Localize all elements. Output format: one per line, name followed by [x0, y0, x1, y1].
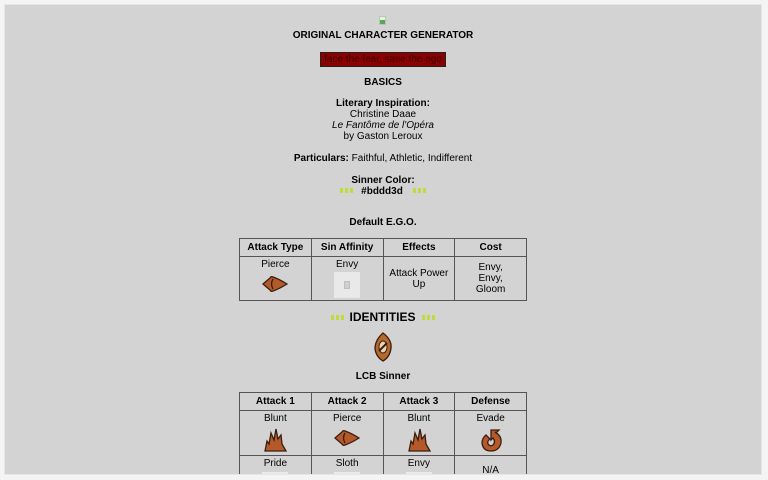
- page-content: [5, 5, 761, 475]
- basics-heading: BASICS: [364, 77, 402, 88]
- blunt-icon: [405, 427, 433, 453]
- attack-type-cell: [240, 257, 312, 301]
- effects-cell: Attack Power Up: [383, 257, 455, 301]
- particulars: [5, 153, 761, 164]
- blunt-icon: [261, 427, 289, 453]
- tagline-banner: face the fear, save the ego: [320, 52, 446, 67]
- defense-sin-cell: N/A: [455, 456, 527, 476]
- identity-emblem-icon: [373, 332, 393, 362]
- particulars-value: Faithful, Athletic, Indifferent: [351, 153, 473, 164]
- literary-inspiration: [5, 98, 761, 142]
- column-header: Attack 2: [311, 393, 383, 411]
- attack-2-sin-cell: [311, 456, 383, 476]
- particulars-label: Particulars:: [293, 153, 349, 164]
- table-row: [240, 456, 527, 476]
- sloth-sin-icon: [334, 472, 360, 475]
- color-swatch-icon: [421, 310, 436, 324]
- attack-type-label: Pierce: [261, 259, 290, 270]
- attack-3-type-cell: [383, 411, 455, 456]
- evade-icon: [477, 427, 505, 453]
- identities-heading: IDENTITIES: [349, 310, 416, 324]
- defense-type-cell: [455, 411, 527, 456]
- attack-type-label: Blunt: [263, 413, 287, 424]
- cost-cell: Envy, Envy, Gloom: [455, 257, 527, 301]
- attack-type-label: Pierce: [332, 413, 362, 424]
- sin-label: Pride: [263, 458, 288, 469]
- ego-heading: Default E.G.O.: [349, 217, 417, 228]
- column-header: Cost: [455, 239, 527, 257]
- color-swatch-icon: [412, 186, 427, 197]
- sin-label: Envy: [407, 458, 430, 469]
- broken-image-icon: [378, 16, 388, 26]
- envy-sin-icon: [334, 272, 360, 298]
- table-row: [240, 257, 527, 301]
- color-swatch-icon: [339, 186, 354, 197]
- color-swatch-icon: [330, 310, 345, 324]
- author: by Gaston Leroux: [343, 131, 423, 142]
- page-title: ORIGINAL CHARACTER GENERATOR: [292, 30, 474, 41]
- defense-type-label: Evade: [476, 413, 505, 424]
- sin-affinity-cell: [311, 257, 383, 301]
- pierce-icon: [333, 427, 361, 449]
- column-header: Defense: [455, 393, 527, 411]
- work-title: Le Fantôme de l'Opéra: [332, 120, 434, 131]
- column-header: Effects: [383, 239, 455, 257]
- column-header: Attack Type: [240, 239, 312, 257]
- envy-sin-icon: [406, 472, 432, 475]
- sinner-color: [5, 175, 761, 197]
- attack-3-sin-cell: [383, 456, 455, 476]
- identity-name: LCB Sinner: [355, 371, 411, 382]
- attack-1-sin-cell: [240, 456, 312, 476]
- attack-1-type-cell: [240, 411, 312, 456]
- ego-table: [239, 238, 527, 301]
- sinner-color-label: Sinner Color:: [351, 175, 415, 186]
- sin-label: Sloth: [335, 458, 359, 469]
- sin-affinity-label: Envy: [336, 259, 359, 270]
- sinner-color-value: #bddd3d: [361, 186, 403, 197]
- identities-heading-row: [5, 310, 761, 324]
- column-header: Attack 1: [240, 393, 312, 411]
- attack-type-label: Blunt: [407, 413, 431, 424]
- column-header: Attack 3: [383, 393, 455, 411]
- column-header: Sin Affinity: [311, 239, 383, 257]
- pride-sin-icon: [262, 472, 288, 475]
- literary-inspiration-label: Literary Inspiration:: [336, 98, 430, 109]
- page-frame: [4, 4, 762, 475]
- pierce-icon: [261, 273, 289, 295]
- identity-skills-table: [239, 392, 527, 475]
- attack-2-type-cell: [311, 411, 383, 456]
- table-row: [240, 411, 527, 456]
- character-name: Christine Daae: [349, 109, 417, 120]
